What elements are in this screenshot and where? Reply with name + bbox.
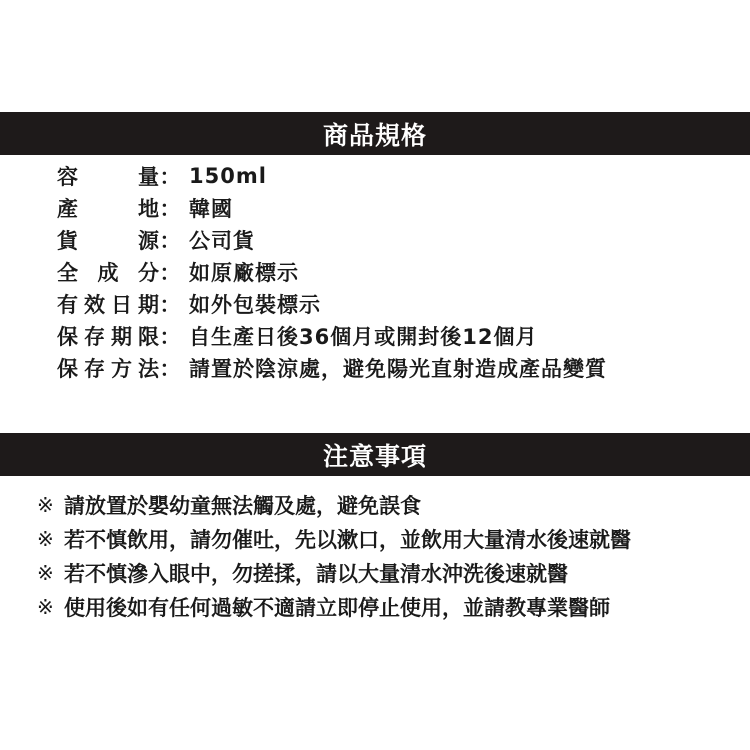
note-item	[37, 522, 631, 556]
spec-section-header	[0, 112, 750, 155]
spec-colon: ：	[159, 325, 181, 349]
spec-row-storage	[57, 352, 607, 384]
note-item	[37, 590, 631, 624]
spec-label: 容 量	[57, 165, 159, 189]
note-text: 請放置於嬰幼童無法觸及處，避免誤食	[64, 494, 421, 518]
spec-colon: ：	[159, 165, 181, 189]
spec-row-ingredients	[57, 256, 607, 288]
spec-colon: ：	[159, 261, 181, 285]
spec-label: 全 成 分	[57, 261, 159, 285]
notes-section-header	[0, 433, 750, 476]
spec-colon: ：	[159, 357, 181, 381]
spec-value: 如原廠標示	[189, 261, 299, 285]
spec-value: 自生產日後36個月或開封後12個月	[189, 325, 538, 349]
spec-colon: ：	[159, 197, 181, 221]
notes-list	[37, 488, 631, 624]
spec-row-shelf-life	[57, 320, 607, 352]
note-text: 若不慎滲入眼中，勿搓揉，請以大量清水沖洗後速就醫	[64, 562, 568, 586]
spec-section-title: 商品規格	[322, 120, 427, 150]
spec-colon: ：	[159, 293, 181, 317]
spec-label: 保 存 期 限	[57, 325, 159, 349]
spec-value: 如外包裝標示	[189, 293, 321, 317]
spec-row-source	[57, 224, 607, 256]
reference-mark-icon: ※	[37, 595, 54, 619]
spec-list	[57, 160, 607, 384]
reference-mark-icon: ※	[37, 493, 54, 517]
spec-value: 韓國	[189, 197, 233, 221]
spec-label: 保 存 方 法	[57, 357, 159, 381]
notes-section-title: 注意事項	[322, 441, 427, 471]
note-text: 若不慎飲用，請勿催吐，先以漱口，並飲用大量清水後速就醫	[64, 528, 631, 552]
note-text: 使用後如有任何過敏不適請立即停止使用，並請教專業醫師	[64, 596, 610, 620]
spec-row-expiry-date	[57, 288, 607, 320]
spec-value: 150ml	[189, 164, 267, 188]
spec-label: 貨 源	[57, 229, 159, 253]
note-item	[37, 556, 631, 590]
spec-row-capacity	[57, 160, 607, 192]
reference-mark-icon: ※	[37, 527, 54, 551]
spec-colon: ：	[159, 229, 181, 253]
spec-value: 請置於陰涼處，避免陽光直射造成產品變質	[189, 357, 607, 381]
spec-label: 產 地	[57, 197, 159, 221]
spec-row-origin	[57, 192, 607, 224]
reference-mark-icon: ※	[37, 561, 54, 585]
spec-value: 公司貨	[189, 229, 255, 253]
spec-label: 有 效 日 期	[57, 293, 159, 317]
note-item	[37, 488, 631, 522]
